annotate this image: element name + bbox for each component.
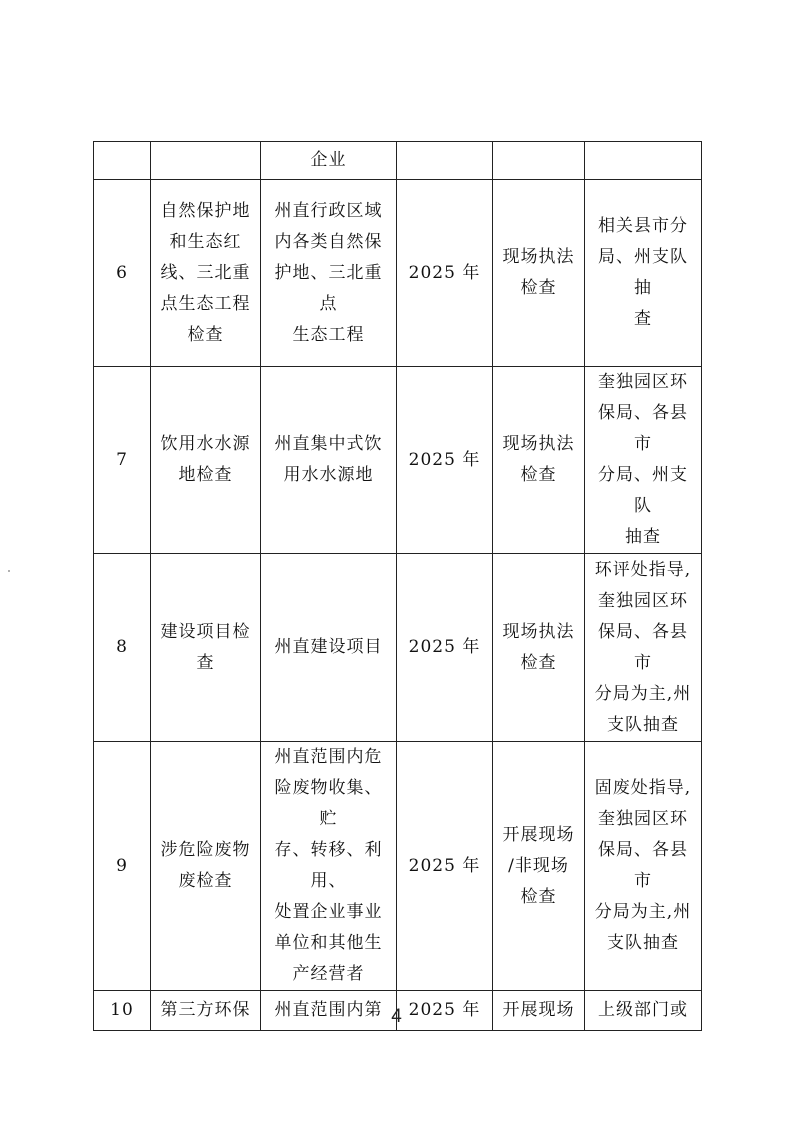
cell-item: 饮用水水源 地检查	[151, 367, 261, 554]
cell-unit: 固废处指导, 奎独园区环 保局、各县市 分局为主,州 支队抽查	[585, 742, 702, 991]
cell-scope: 州直建设项目	[261, 554, 397, 742]
cell-item	[151, 142, 261, 180]
cell-time: 2025 年	[397, 742, 493, 991]
cell-method: 现场执法 检查	[493, 554, 585, 742]
table-row	[94, 180, 702, 367]
scan-speck	[8, 570, 10, 572]
cell-no: 7	[94, 367, 151, 554]
cell-time: 2025 年	[397, 554, 493, 742]
cell-unit: 奎独园区环 保局、各县市 分局、州支队 抽查	[585, 367, 702, 554]
inspection-plan-table	[93, 141, 702, 1031]
cell-scope: 企业	[261, 142, 397, 180]
cell-time: 2025 年	[397, 180, 493, 367]
cell-unit: 环评处指导, 奎独园区环 保局、各县市 分局为主,州 支队抽查	[585, 554, 702, 742]
cell-item: 涉危险废物 废检查	[151, 742, 261, 991]
cell-no: 6	[94, 180, 151, 367]
cell-item: 自然保护地 和生态红 线、三北重 点生态工程 检查	[151, 180, 261, 367]
cell-item: 第三方环保	[151, 991, 261, 1031]
cell-time: 2025 年	[397, 991, 493, 1031]
cell-scope: 州直范围内危 险废物收集、贮 存、转移、利用、 处置企业事业 单位和其他生 产经营者	[261, 742, 397, 991]
cell-no: 9	[94, 742, 151, 991]
cell-unit: 相关县市分 局、州支队抽 查	[585, 180, 702, 367]
table-row	[94, 142, 702, 180]
cell-method: 现场执法 检查	[493, 367, 585, 554]
cell-scope: 州直范围内第	[261, 991, 397, 1031]
page-number: 4	[391, 1006, 402, 1027]
cell-method: 开展现场	[493, 991, 585, 1031]
cell-unit: 上级部门或	[585, 991, 702, 1031]
cell-time	[397, 142, 493, 180]
table-row	[94, 554, 702, 742]
table-row	[94, 367, 702, 554]
cell-no: 8	[94, 554, 151, 742]
table-row	[94, 742, 702, 991]
cell-scope: 州直集中式饮 用水水源地	[261, 367, 397, 554]
cell-no	[94, 142, 151, 180]
cell-item: 建设项目检 查	[151, 554, 261, 742]
cell-time: 2025 年	[397, 367, 493, 554]
cell-method	[493, 142, 585, 180]
cell-method: 现场执法 检查	[493, 180, 585, 367]
cell-unit	[585, 142, 702, 180]
cell-no: 10	[94, 991, 151, 1031]
cell-scope: 州直行政区域 内各类自然保 护地、三北重点 生态工程	[261, 180, 397, 367]
cell-method: 开展现场 /非现场 检查	[493, 742, 585, 991]
